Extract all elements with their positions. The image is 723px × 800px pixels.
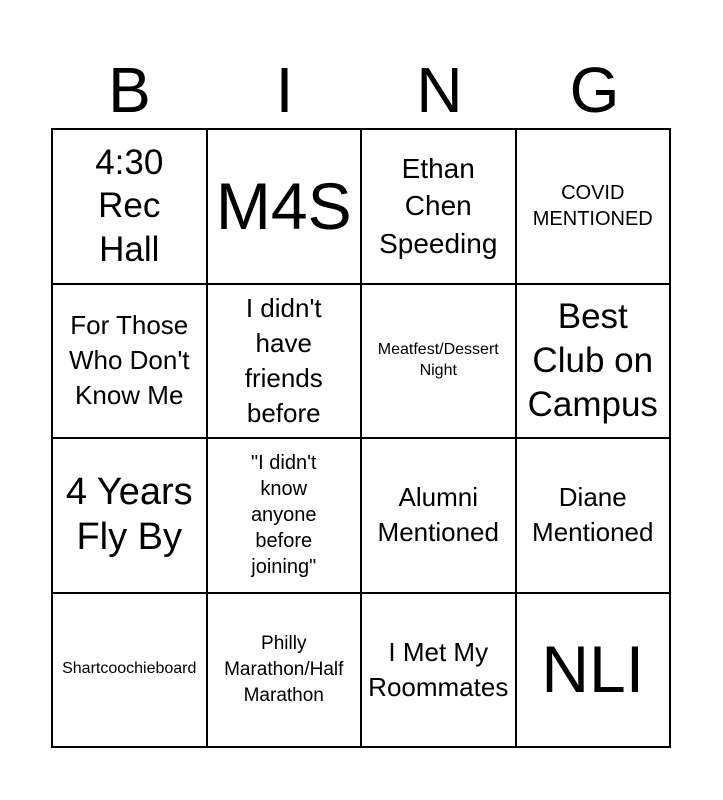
header-letter-b: B	[108, 54, 151, 126]
bingo-board	[51, 128, 671, 748]
cell-text: Alumni Mentioned	[377, 482, 499, 548]
bingo-cell[interactable]	[517, 594, 672, 749]
cell-text: For Those Who Don't Know Me	[68, 310, 190, 411]
bingo-cell[interactable]	[362, 285, 517, 440]
bingo-cell[interactable]	[208, 285, 363, 440]
bingo-cell[interactable]	[362, 130, 517, 285]
cell-text: COVID MENTIONED	[532, 182, 653, 231]
cell-text: Ethan Chen Speeding	[379, 152, 498, 260]
bingo-cell[interactable]	[208, 130, 363, 285]
cell-text: Philly Marathon/Half Marathon	[224, 633, 344, 706]
cell-text: "I didn't know anyone before joining"	[250, 452, 317, 579]
cell-text: I Met My Roommates	[368, 636, 509, 702]
bingo-cell[interactable]	[517, 285, 672, 440]
bingo-cell[interactable]	[208, 439, 363, 594]
cell-text: 4:30 Rec Hall	[95, 142, 164, 270]
cell-text: I didn't have friends before	[244, 292, 323, 428]
cell-text: Shartcoochieboard	[62, 660, 197, 678]
bingo-cell[interactable]	[362, 594, 517, 749]
bingo-cell[interactable]	[362, 439, 517, 594]
cell-text: Diane Mentioned	[532, 482, 654, 548]
bingo-cell[interactable]	[53, 130, 208, 285]
header-letter-g: G	[569, 54, 620, 126]
bingo-cell[interactable]	[208, 594, 363, 749]
bingo-cell[interactable]	[53, 439, 208, 594]
cell-text: Meatfest/Dessert Night	[377, 340, 499, 379]
cell-text: M4S	[215, 168, 352, 243]
cell-text: Best Club on Campus	[527, 297, 658, 424]
cell-text: NLI	[541, 632, 645, 707]
cell-text: 4 Years Fly By	[65, 470, 193, 559]
header-letter-i: I	[275, 54, 294, 126]
header-letter-n: N	[416, 54, 463, 126]
bingo-cell[interactable]	[517, 439, 672, 594]
bingo-cell[interactable]	[517, 130, 672, 285]
bingo-cell[interactable]	[53, 285, 208, 440]
bingo-header	[52, 52, 672, 128]
bingo-cell[interactable]	[53, 594, 208, 749]
